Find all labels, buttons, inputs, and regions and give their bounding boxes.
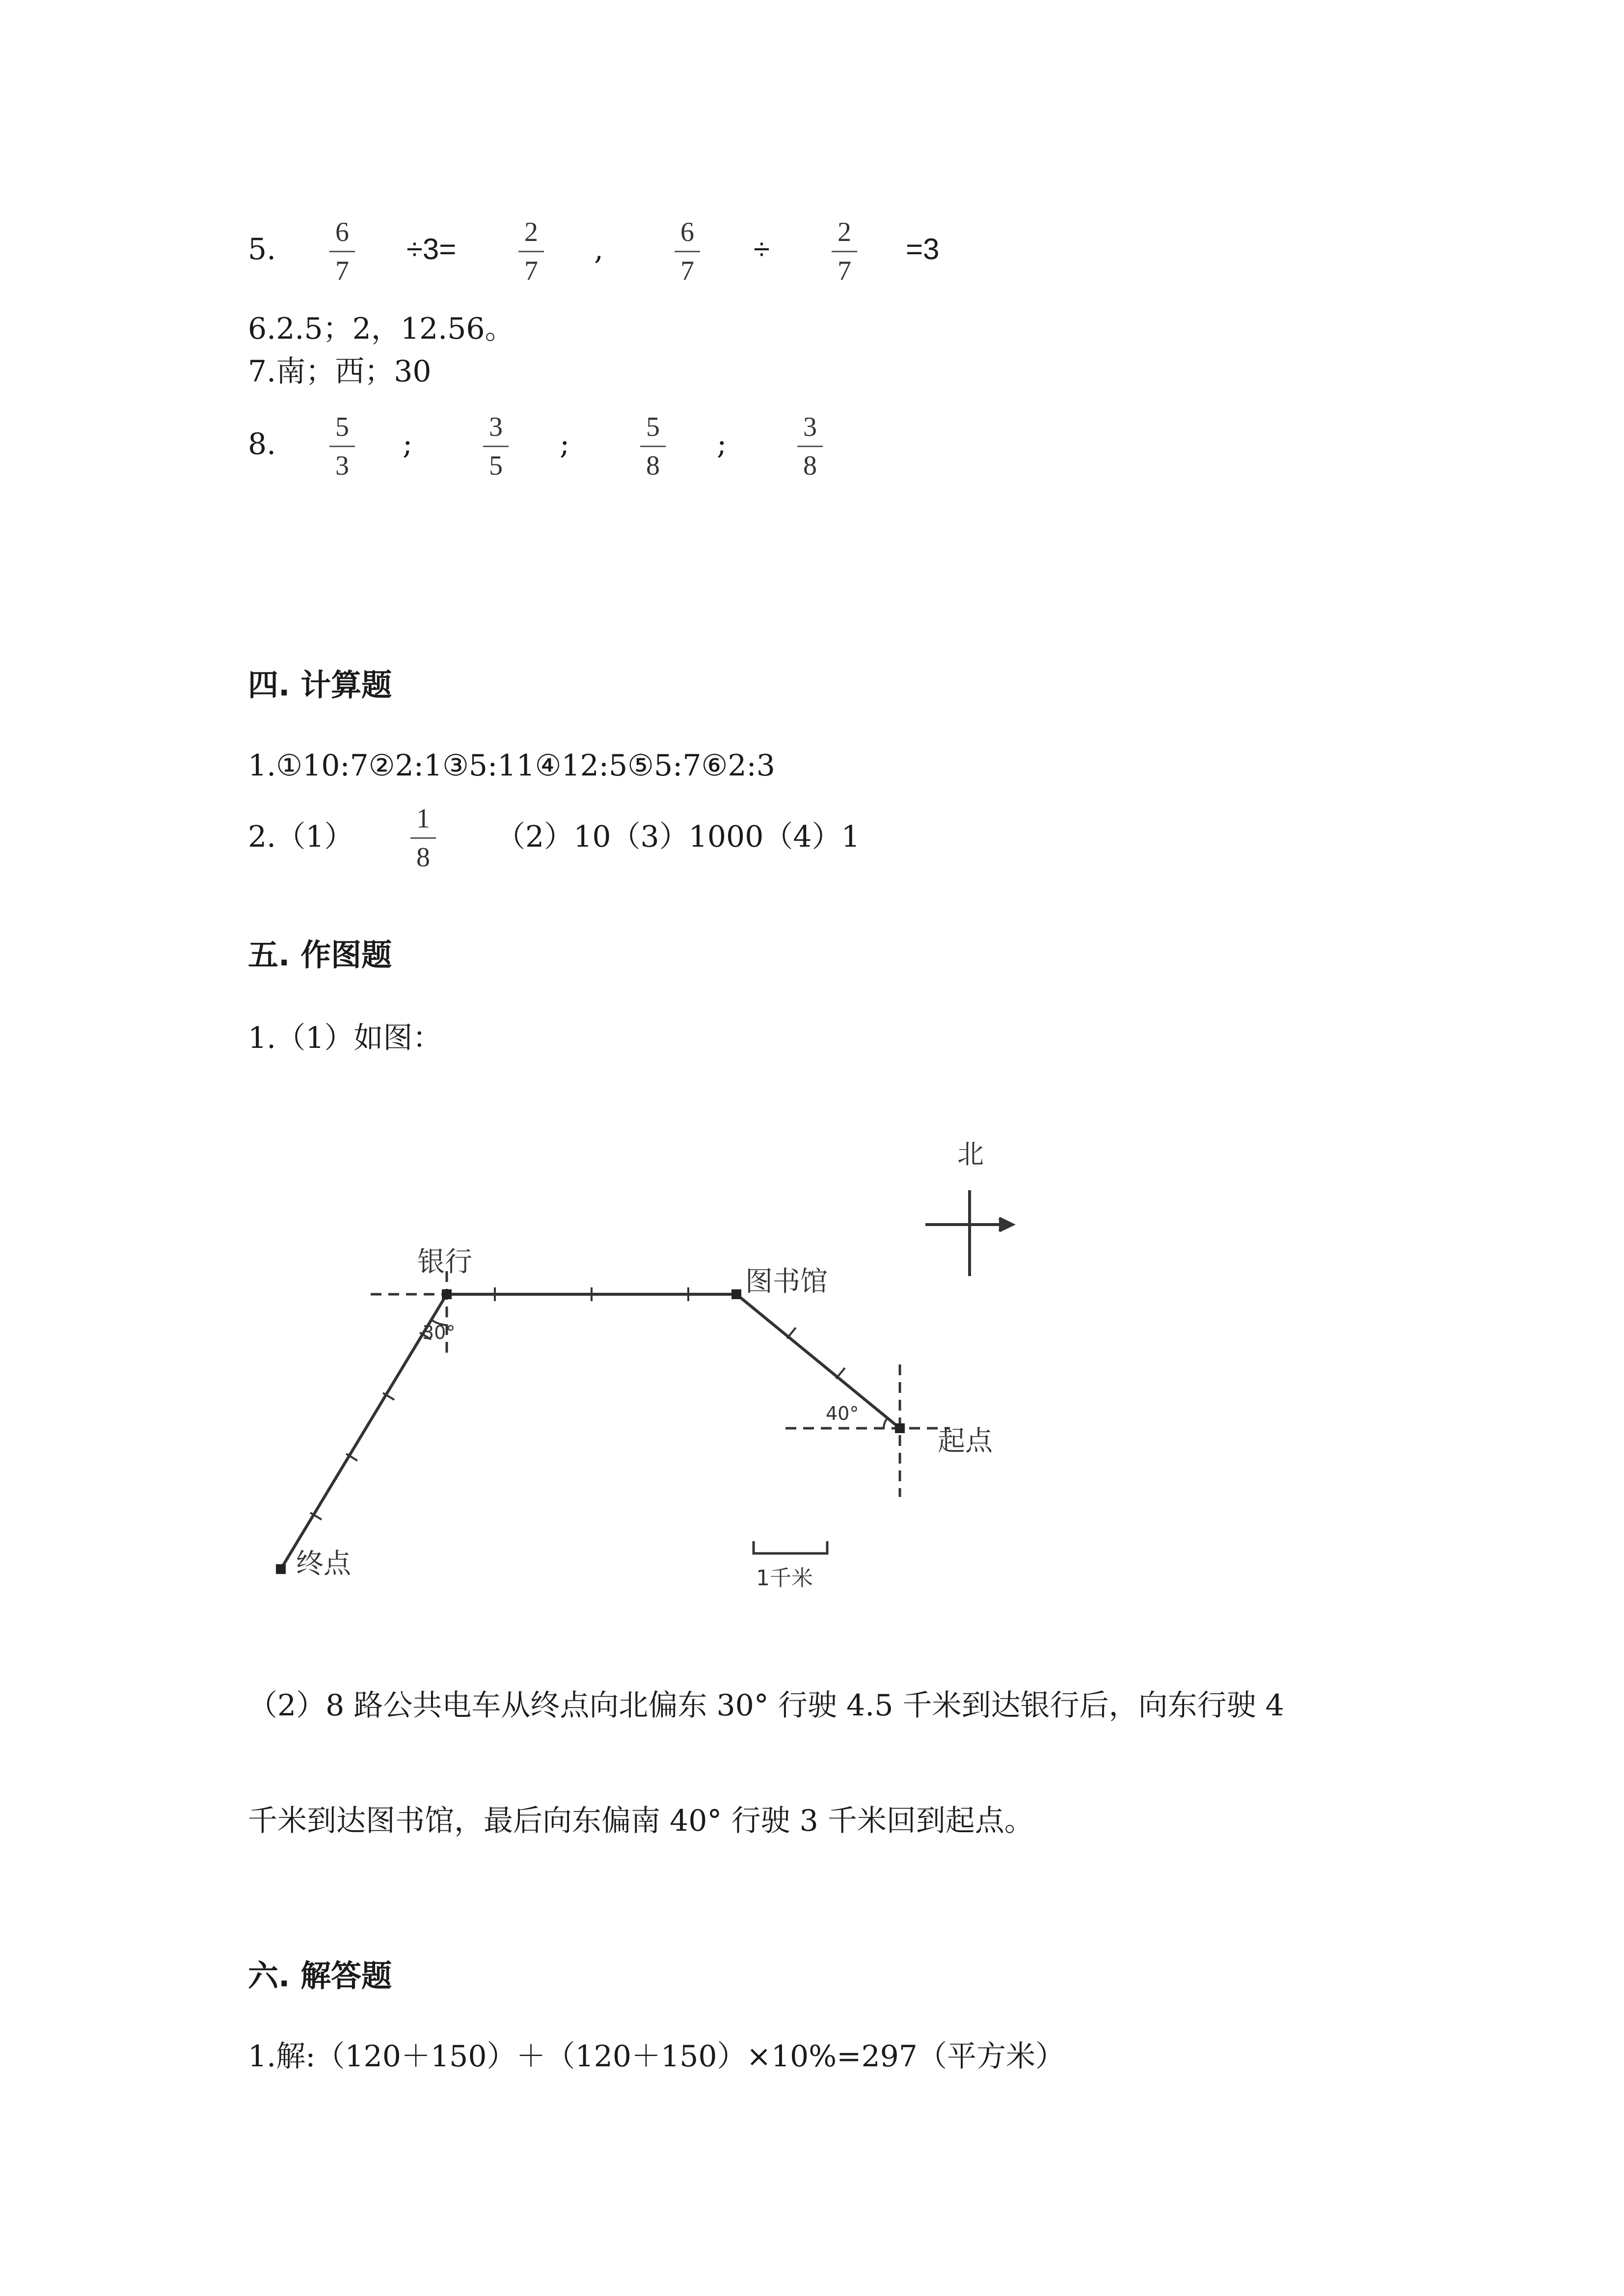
scale-bar [754,1541,827,1553]
q5-comma: , [594,232,604,267]
north-compass-icon [925,1190,1012,1276]
q5-divide: ÷ [754,233,770,266]
q5-fraction-1: 6 7 [327,218,357,285]
sec4-answer-2b: （2）10（3）1000（4）1 [496,820,860,854]
q5-equals-3: =3 [906,233,940,266]
route-library-to-start [736,1294,900,1428]
section-6-title: 六. 解答题 [248,1958,392,1994]
start-label: 起点 [938,1425,993,1457]
scale-label: 1千米 [756,1566,813,1591]
section-5-title: 五. 作图题 [248,937,392,973]
sec4-answer-1: 1.①10:7②2:1③5:11④12:5⑤5:7⑥2:3 [248,748,775,783]
sec5-answer-2: （2）8 路公共电车从终点向北偏东 30° 行驶 4.5 千米到达银行后，向东行驶 4 [248,1688,1284,1723]
q5-fraction-3: 6 7 [673,218,702,285]
bank-label: 银行 [417,1246,472,1278]
north-label: 北 [957,1139,984,1170]
bank-angle-label: 30° [422,1322,456,1343]
sec4-answer-2a: 2.（1） [248,820,354,854]
end-point [276,1564,286,1574]
q8-fraction-4: 3 8 [795,413,825,480]
q7-answer: 7.南；西；30 [248,354,432,389]
q8-semicolon-3: ; [717,427,727,461]
library-point [731,1289,741,1299]
q6-answer: 6.2.5；2，12.56。 [248,312,514,346]
sec5-answer-3: 千米到达图书馆，最后向东偏南 40° 行驶 3 千米回到起点。 [248,1804,1034,1838]
sec5-answer-1: 1.（1）如图： [248,1021,442,1055]
q8-fraction-1: 5 3 [327,413,357,480]
end-label: 终点 [296,1548,351,1580]
q5-divide-equals: ÷3= [406,233,457,266]
route-diagram [0,1129,1624,1620]
bank-point [442,1289,452,1299]
q8-fraction-3: 5 8 [638,413,668,480]
q5-fraction-4: 2 7 [830,218,859,285]
q5-fraction-2: 2 7 [516,218,546,285]
q8-semicolon-2: ; [560,427,570,461]
q8-fraction-2: 3 5 [481,413,511,480]
sec6-answer-1: 1.解:（120＋150）＋（120＋150）×10%=297（平方米） [248,2039,1065,2074]
q5-prefix: 5. [248,232,276,267]
q8-semicolon-1: ; [403,427,413,461]
start-angle-arc [884,1418,888,1428]
sec4-fraction: 1 8 [408,805,438,871]
start-point [895,1423,905,1433]
start-angle-label: 40° [826,1403,859,1424]
q8-prefix: 8. [248,427,276,461]
library-label: 图书馆 [745,1266,828,1298]
section-4-title: 四. 计算题 [248,667,392,703]
